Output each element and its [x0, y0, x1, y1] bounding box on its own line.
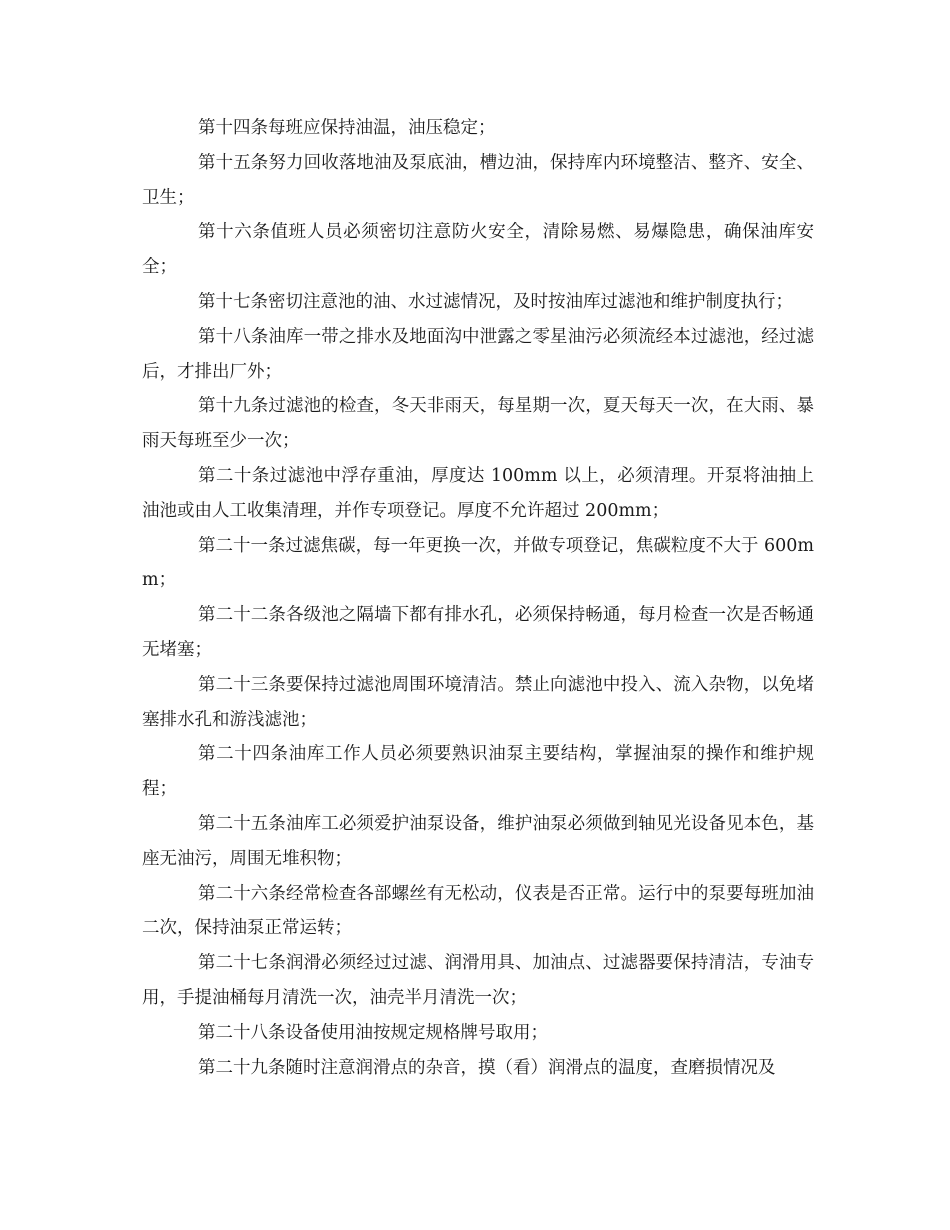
paragraph-article-20: 第二十条过滤池中浮存重油，厚度达 100mm 以上，必须清理。开泵将油抽上油池或由人工收集清理，并作专项登记。厚度不允许超过 200mm； [142, 465, 814, 521]
paragraph-article-25: 第二十五条油库工必须爱护油泵设备，维护油泵必须做到轴见光设备见本色，基座无油污，周围无堆积物； [142, 813, 814, 869]
document-body [142, 111, 814, 1085]
paragraph-article-24: 第二十四条油库工作人员必须要熟识油泵主要结构，掌握油泵的操作和维护规程； [142, 744, 814, 800]
paragraph-article-29: 第二十九条随时注意润滑点的杂音，摸（看）润滑点的温度，查磨损情况及 [198, 1057, 776, 1078]
paragraph-article-27: 第二十七条润滑必须经过过滤、润滑用具、加油点、过滤器要保持清洁，专油专用，手提油桶每月清洗一次，油壳半月清洗一次； [142, 953, 814, 1008]
paragraph-article-16: 第十六条值班人员必须密切注意防火安全，清除易燃、易爆隐患，确保油库安全； [142, 222, 814, 278]
paragraph-article-15: 第十五条努力回收落地油及泵底油，槽边油，保持库内环境整洁、整齐、安全、卫生； [142, 152, 814, 208]
paragraph-article-14: 第十四条每班应保持油温，油压稳定； [198, 118, 496, 138]
paragraph-article-21: 第二十一条过滤焦碳，每一年更换一次，并做专项登记，焦碳粒度不大于 600mm； [142, 535, 814, 591]
paragraph-article-23: 第二十三条要保持过滤池周围环境清洁。禁止向滤池中投入、流入杂物，以免堵塞排水孔和游浅滤池； [142, 674, 814, 730]
paragraph-article-17: 第十七条密切注意池的油、水过滤情况，及时按油库过滤池和维护制度执行； [198, 291, 793, 312]
paragraph-article-18: 第十八条油库一带之排水及地面沟中泄露之零星油污必须流经本过滤池，经过滤后，才排出厂外； [142, 326, 814, 382]
paragraph-article-26: 第二十六条经常检查各部螺丝有无松动，仪表是否正常。运行中的泵要每班加油二次，保持油泵正常运转； [142, 883, 814, 939]
paragraph-article-28: 第二十八条设备使用油按规定规格牌号取用； [198, 1022, 548, 1043]
paragraph-article-22: 第二十二条各级池之隔墙下都有排水孔，必须保持畅通，每月检查一次是否畅通无堵塞； [142, 605, 814, 660]
paragraph-article-19: 第十九条过滤池的检查，冬天非雨天，每星期一次，夏天每天一次，在大雨、暴雨天每班至少一次； [142, 396, 814, 452]
